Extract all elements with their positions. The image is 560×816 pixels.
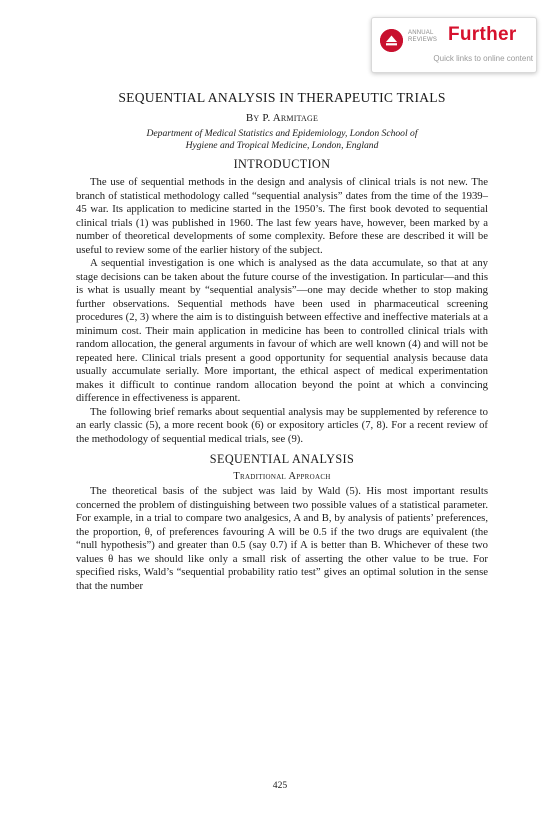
article [76, 90, 488, 593]
affiliation-line1: Department of Medical Statistics and Epidemiology, London School of [146, 128, 418, 139]
article-affiliation [76, 128, 488, 151]
affiliation-line2: Hygiene and Tropical Medicine, London, England [185, 139, 379, 151]
intro-paragraph: The use of sequential methods in the design and analysis of clinical trials is not new. The branch of statistical methodology called “sequential analysis” dates from the time of the 1939–45 war. Its application to medicine started in the 1950’s. The first book devoted to sequential clinical trials (1) was published in 1960. The last few years have, however, been marked by a number of theoretical developments of some complexity. Before these are described it will be useful to review some of the earlier history of the subject. [76, 176, 488, 256]
page-number: 425 [272, 780, 288, 791]
badge-brand-line2: REVIEWS [408, 37, 438, 43]
badge-brand-text [408, 30, 452, 44]
badge-brand-line1: ANNUAL [408, 30, 434, 36]
annual-reviews-logo-icon [380, 29, 403, 52]
badge-tagline[interactable]: Quick links to online content [433, 54, 533, 63]
annual-reviews-further-badge[interactable] [371, 17, 537, 73]
article-title: SEQUENTIAL ANALYSIS IN THERAPEUTIC TRIALS [118, 90, 446, 105]
article-byline: By P. Armitage [245, 112, 319, 124]
traditional-approach-paragraph: The theoretical basis of the subject was laid by Wald (5). His most important results concerned the problem of distinguishing between two possible values of a statistical parameter. For example, in a trial to compare two analgesics, A and B, by analysis of patients’ preferences, the proportion, θ, of preferences favouring A will be 0.5 if the two drugs are equivalent (the “null hypothesis”) and greater than 0.5 (say 0.7) if A is better than B. Whichever of these two values θ has we should like only a small risk of asserting the other value to be true. For specified risks, Wald’s “sequential probability ratio test” gives an optimal solution in the sense that the number [76, 485, 488, 592]
intro-paragraph: The following brief remarks about sequential analysis may be supplemented by reference to an early classic (5), a more recent book (6) or expository articles (7, 8). For a recent review of the methodology of sequential medical trials, see (9). [76, 405, 488, 445]
intro-paragraph: A sequential investigation is one which is analysed as the data accumulate, so that at any stage decisions can be taken about the future course of the investigation. In particular—and this is what is usually meant by “sequential analysis”—one may decide whether to stop making further observations. Sequential methods have been used in pharmaceutical screening procedures (2, 3) where the aim is to distinguish between effective and ineffective materials at a minimum cost. Their main application in medicine has been to controlled clinical trials with random allocation, the general arguments in favour of which are well known (4) and will not be repeated here. Clinical trials present a good opportunity for sequential analysis because data usually accumulate serially. More important, the ethical aspect of medical experimentation makes it difficult to continue random allocation beyond the point at which a convincing difference in effectiveness is apparent. [76, 257, 488, 405]
badge-further-word: Further [448, 24, 517, 45]
subsection-heading-traditional-approach: Traditional Approach [233, 471, 331, 483]
section-heading-introduction: INTRODUCTION [233, 157, 331, 172]
section-heading-sequential-analysis: SEQUENTIAL ANALYSIS [209, 452, 355, 467]
